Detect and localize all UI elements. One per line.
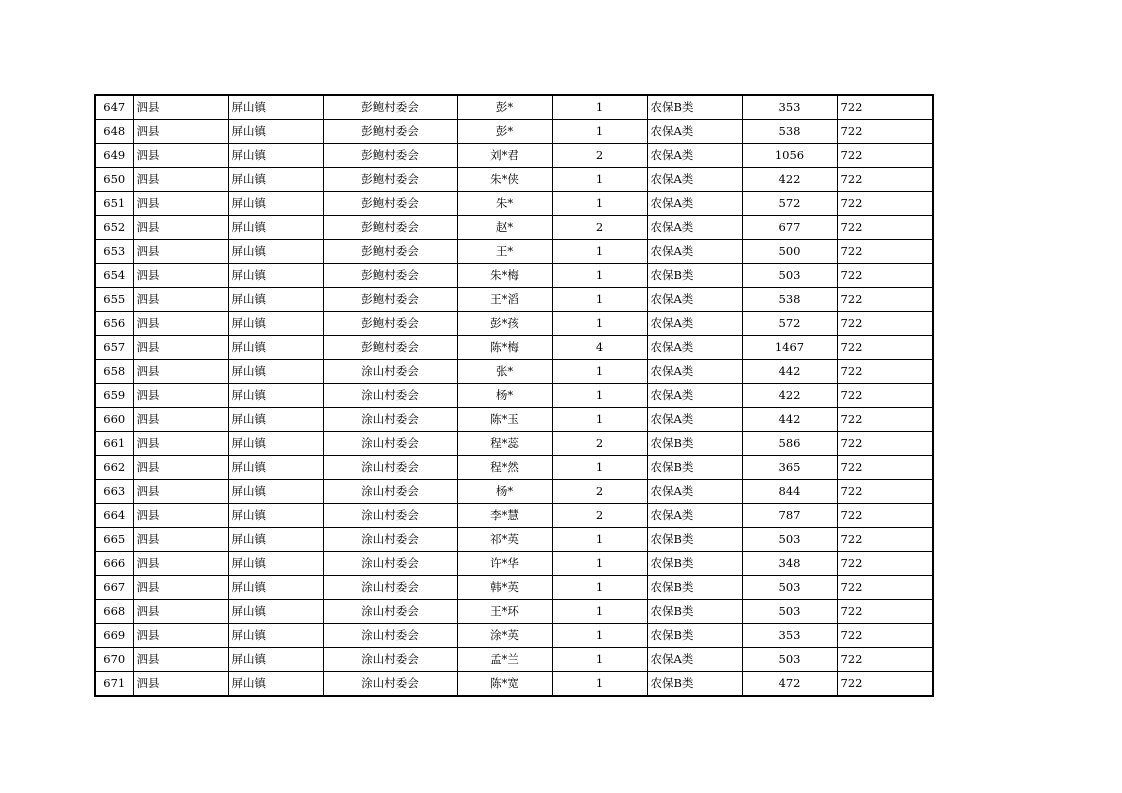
table-row [95, 336, 933, 360]
cell-name: 杨* [457, 384, 552, 408]
cell-count: 1 [552, 312, 647, 336]
cell-index: 658 [95, 360, 133, 384]
table-row [95, 528, 933, 552]
cell-count: 1 [552, 264, 647, 288]
cell-county: 泗县 [133, 600, 228, 624]
cell-amount: 353 [742, 624, 837, 648]
cell-amount: 572 [742, 192, 837, 216]
cell-count: 1 [552, 168, 647, 192]
table-row [95, 504, 933, 528]
cell-category: 农保A类 [647, 480, 742, 504]
cell-index: 665 [95, 528, 133, 552]
cell-index: 660 [95, 408, 133, 432]
cell-code: 722 [837, 288, 933, 312]
cell-amount: 442 [742, 360, 837, 384]
cell-name: 王*环 [457, 600, 552, 624]
cell-county: 泗县 [133, 528, 228, 552]
cell-count: 1 [552, 408, 647, 432]
cell-amount: 572 [742, 312, 837, 336]
cell-count: 1 [552, 576, 647, 600]
cell-town: 屏山镇 [228, 432, 323, 456]
cell-category: 农保A类 [647, 336, 742, 360]
cell-category: 农保B类 [647, 264, 742, 288]
cell-village: 涂山村委会 [323, 624, 457, 648]
cell-name: 朱*梅 [457, 264, 552, 288]
cell-town: 屏山镇 [228, 480, 323, 504]
cell-name: 刘*君 [457, 144, 552, 168]
table-row [95, 672, 933, 697]
cell-town: 屏山镇 [228, 504, 323, 528]
cell-count: 1 [552, 240, 647, 264]
cell-count: 1 [552, 192, 647, 216]
cell-amount: 787 [742, 504, 837, 528]
cell-name: 王*滔 [457, 288, 552, 312]
cell-amount: 422 [742, 168, 837, 192]
cell-town: 屏山镇 [228, 624, 323, 648]
cell-county: 泗县 [133, 95, 228, 120]
cell-code: 722 [837, 552, 933, 576]
cell-count: 1 [552, 648, 647, 672]
cell-county: 泗县 [133, 288, 228, 312]
cell-county: 泗县 [133, 120, 228, 144]
cell-town: 屏山镇 [228, 456, 323, 480]
cell-amount: 353 [742, 95, 837, 120]
cell-name: 彭* [457, 95, 552, 120]
cell-code: 722 [837, 480, 933, 504]
cell-category: 农保A类 [647, 240, 742, 264]
cell-amount: 1056 [742, 144, 837, 168]
table-row [95, 120, 933, 144]
table-row [95, 192, 933, 216]
cell-town: 屏山镇 [228, 360, 323, 384]
table-row [95, 288, 933, 312]
cell-town: 屏山镇 [228, 600, 323, 624]
cell-amount: 503 [742, 264, 837, 288]
cell-amount: 472 [742, 672, 837, 697]
cell-county: 泗县 [133, 648, 228, 672]
cell-count: 2 [552, 480, 647, 504]
cell-town: 屏山镇 [228, 240, 323, 264]
cell-index: 671 [95, 672, 133, 697]
cell-category: 农保A类 [647, 408, 742, 432]
cell-index: 664 [95, 504, 133, 528]
cell-name: 陈*梅 [457, 336, 552, 360]
cell-category: 农保B类 [647, 576, 742, 600]
cell-village: 彭鲍村委会 [323, 312, 457, 336]
cell-name: 杨* [457, 480, 552, 504]
cell-category: 农保A类 [647, 360, 742, 384]
cell-town: 屏山镇 [228, 120, 323, 144]
cell-amount: 1467 [742, 336, 837, 360]
cell-town: 屏山镇 [228, 672, 323, 697]
cell-village: 彭鲍村委会 [323, 168, 457, 192]
cell-category: 农保B类 [647, 432, 742, 456]
cell-village: 彭鲍村委会 [323, 144, 457, 168]
cell-county: 泗县 [133, 576, 228, 600]
cell-county: 泗县 [133, 240, 228, 264]
cell-category: 农保A类 [647, 168, 742, 192]
cell-code: 722 [837, 360, 933, 384]
cell-town: 屏山镇 [228, 168, 323, 192]
cell-town: 屏山镇 [228, 144, 323, 168]
cell-amount: 500 [742, 240, 837, 264]
cell-name: 祁*英 [457, 528, 552, 552]
cell-index: 650 [95, 168, 133, 192]
cell-category: 农保A类 [647, 504, 742, 528]
cell-amount: 586 [742, 432, 837, 456]
table-row [95, 552, 933, 576]
cell-name: 陈*玉 [457, 408, 552, 432]
table-row [95, 360, 933, 384]
cell-village: 涂山村委会 [323, 384, 457, 408]
cell-index: 663 [95, 480, 133, 504]
cell-category: 农保A类 [647, 288, 742, 312]
cell-code: 722 [837, 408, 933, 432]
cell-name: 朱* [457, 192, 552, 216]
cell-category: 农保B类 [647, 456, 742, 480]
table-row [95, 168, 933, 192]
cell-town: 屏山镇 [228, 552, 323, 576]
cell-name: 韩*英 [457, 576, 552, 600]
cell-code: 722 [837, 504, 933, 528]
cell-town: 屏山镇 [228, 288, 323, 312]
cell-amount: 538 [742, 288, 837, 312]
cell-count: 2 [552, 504, 647, 528]
cell-name: 陈*宽 [457, 672, 552, 697]
cell-village: 涂山村委会 [323, 504, 457, 528]
cell-category: 农保B类 [647, 95, 742, 120]
table-row [95, 144, 933, 168]
cell-town: 屏山镇 [228, 192, 323, 216]
cell-count: 1 [552, 600, 647, 624]
cell-code: 722 [837, 648, 933, 672]
cell-category: 农保B类 [647, 552, 742, 576]
cell-code: 722 [837, 528, 933, 552]
cell-name: 孟*兰 [457, 648, 552, 672]
cell-code: 722 [837, 432, 933, 456]
cell-index: 652 [95, 216, 133, 240]
cell-code: 722 [837, 264, 933, 288]
cell-count: 1 [552, 120, 647, 144]
cell-code: 722 [837, 240, 933, 264]
cell-count: 1 [552, 384, 647, 408]
cell-index: 661 [95, 432, 133, 456]
cell-code: 722 [837, 384, 933, 408]
cell-village: 涂山村委会 [323, 648, 457, 672]
cell-code: 722 [837, 336, 933, 360]
cell-town: 屏山镇 [228, 312, 323, 336]
cell-amount: 442 [742, 408, 837, 432]
cell-category: 农保B类 [647, 672, 742, 697]
table-row [95, 408, 933, 432]
cell-code: 722 [837, 216, 933, 240]
table-row [95, 240, 933, 264]
cell-amount: 677 [742, 216, 837, 240]
cell-county: 泗县 [133, 624, 228, 648]
cell-index: 657 [95, 336, 133, 360]
cell-amount: 503 [742, 600, 837, 624]
cell-county: 泗县 [133, 264, 228, 288]
cell-village: 彭鲍村委会 [323, 95, 457, 120]
cell-county: 泗县 [133, 144, 228, 168]
cell-index: 654 [95, 264, 133, 288]
cell-county: 泗县 [133, 408, 228, 432]
cell-village: 彭鲍村委会 [323, 120, 457, 144]
cell-index: 659 [95, 384, 133, 408]
cell-name: 朱*侠 [457, 168, 552, 192]
cell-index: 662 [95, 456, 133, 480]
cell-village: 涂山村委会 [323, 552, 457, 576]
cell-count: 1 [552, 672, 647, 697]
cell-index: 668 [95, 600, 133, 624]
cell-name: 赵* [457, 216, 552, 240]
cell-count: 2 [552, 216, 647, 240]
cell-index: 648 [95, 120, 133, 144]
cell-county: 泗县 [133, 216, 228, 240]
cell-name: 程*然 [457, 456, 552, 480]
cell-amount: 503 [742, 648, 837, 672]
cell-village: 涂山村委会 [323, 408, 457, 432]
cell-index: 649 [95, 144, 133, 168]
cell-category: 农保B类 [647, 624, 742, 648]
cell-count: 1 [552, 288, 647, 312]
cell-town: 屏山镇 [228, 648, 323, 672]
cell-category: 农保A类 [647, 192, 742, 216]
cell-index: 669 [95, 624, 133, 648]
cell-county: 泗县 [133, 168, 228, 192]
cell-county: 泗县 [133, 360, 228, 384]
cell-name: 许*华 [457, 552, 552, 576]
cell-name: 彭*孩 [457, 312, 552, 336]
cell-code: 722 [837, 144, 933, 168]
cell-town: 屏山镇 [228, 408, 323, 432]
cell-village: 涂山村委会 [323, 528, 457, 552]
cell-index: 647 [95, 95, 133, 120]
cell-amount: 503 [742, 576, 837, 600]
cell-count: 4 [552, 336, 647, 360]
cell-category: 农保A类 [647, 216, 742, 240]
cell-name: 王* [457, 240, 552, 264]
cell-name: 张* [457, 360, 552, 384]
cell-village: 彭鲍村委会 [323, 240, 457, 264]
cell-county: 泗县 [133, 504, 228, 528]
cell-town: 屏山镇 [228, 216, 323, 240]
cell-count: 1 [552, 552, 647, 576]
table-row [95, 624, 933, 648]
cell-county: 泗县 [133, 456, 228, 480]
cell-amount: 348 [742, 552, 837, 576]
cell-town: 屏山镇 [228, 95, 323, 120]
table-row [95, 576, 933, 600]
cell-index: 653 [95, 240, 133, 264]
cell-amount: 365 [742, 456, 837, 480]
cell-amount: 844 [742, 480, 837, 504]
cell-category: 农保B类 [647, 600, 742, 624]
cell-village: 彭鲍村委会 [323, 216, 457, 240]
data-table [94, 94, 934, 697]
cell-category: 农保A类 [647, 648, 742, 672]
cell-village: 涂山村委会 [323, 576, 457, 600]
cell-town: 屏山镇 [228, 264, 323, 288]
table-row [95, 216, 933, 240]
table-body [95, 95, 933, 696]
cell-code: 722 [837, 456, 933, 480]
cell-code: 722 [837, 672, 933, 697]
cell-code: 722 [837, 624, 933, 648]
cell-index: 655 [95, 288, 133, 312]
cell-village: 涂山村委会 [323, 456, 457, 480]
cell-code: 722 [837, 95, 933, 120]
cell-code: 722 [837, 600, 933, 624]
cell-index: 670 [95, 648, 133, 672]
cell-county: 泗县 [133, 192, 228, 216]
cell-count: 1 [552, 360, 647, 384]
cell-amount: 538 [742, 120, 837, 144]
cell-code: 722 [837, 312, 933, 336]
cell-index: 666 [95, 552, 133, 576]
cell-county: 泗县 [133, 480, 228, 504]
cell-county: 泗县 [133, 672, 228, 697]
cell-county: 泗县 [133, 432, 228, 456]
cell-county: 泗县 [133, 336, 228, 360]
cell-code: 722 [837, 192, 933, 216]
table-row [95, 648, 933, 672]
cell-count: 2 [552, 432, 647, 456]
cell-name: 李*慧 [457, 504, 552, 528]
cell-village: 涂山村委会 [323, 672, 457, 697]
cell-county: 泗县 [133, 312, 228, 336]
cell-village: 涂山村委会 [323, 600, 457, 624]
cell-village: 彭鲍村委会 [323, 336, 457, 360]
cell-category: 农保B类 [647, 528, 742, 552]
cell-category: 农保A类 [647, 120, 742, 144]
cell-name: 彭* [457, 120, 552, 144]
cell-town: 屏山镇 [228, 576, 323, 600]
cell-count: 1 [552, 624, 647, 648]
cell-village: 涂山村委会 [323, 360, 457, 384]
table-row [95, 264, 933, 288]
cell-village: 彭鲍村委会 [323, 288, 457, 312]
cell-code: 722 [837, 168, 933, 192]
cell-name: 程*蕊 [457, 432, 552, 456]
table-row [95, 95, 933, 120]
cell-category: 农保A类 [647, 384, 742, 408]
cell-index: 667 [95, 576, 133, 600]
cell-category: 农保A类 [647, 312, 742, 336]
cell-count: 1 [552, 456, 647, 480]
cell-count: 1 [552, 95, 647, 120]
cell-village: 彭鲍村委会 [323, 264, 457, 288]
cell-county: 泗县 [133, 384, 228, 408]
cell-amount: 503 [742, 528, 837, 552]
table-row [95, 600, 933, 624]
cell-town: 屏山镇 [228, 336, 323, 360]
table-row [95, 456, 933, 480]
cell-category: 农保A类 [647, 144, 742, 168]
cell-amount: 422 [742, 384, 837, 408]
cell-village: 涂山村委会 [323, 480, 457, 504]
cell-count: 1 [552, 528, 647, 552]
table-row [95, 480, 933, 504]
cell-index: 651 [95, 192, 133, 216]
cell-town: 屏山镇 [228, 528, 323, 552]
cell-count: 2 [552, 144, 647, 168]
cell-county: 泗县 [133, 552, 228, 576]
table-row [95, 432, 933, 456]
cell-code: 722 [837, 576, 933, 600]
cell-village: 涂山村委会 [323, 432, 457, 456]
cell-village: 彭鲍村委会 [323, 192, 457, 216]
cell-index: 656 [95, 312, 133, 336]
table-row [95, 384, 933, 408]
cell-code: 722 [837, 120, 933, 144]
cell-town: 屏山镇 [228, 384, 323, 408]
table-row [95, 312, 933, 336]
cell-name: 涂*英 [457, 624, 552, 648]
